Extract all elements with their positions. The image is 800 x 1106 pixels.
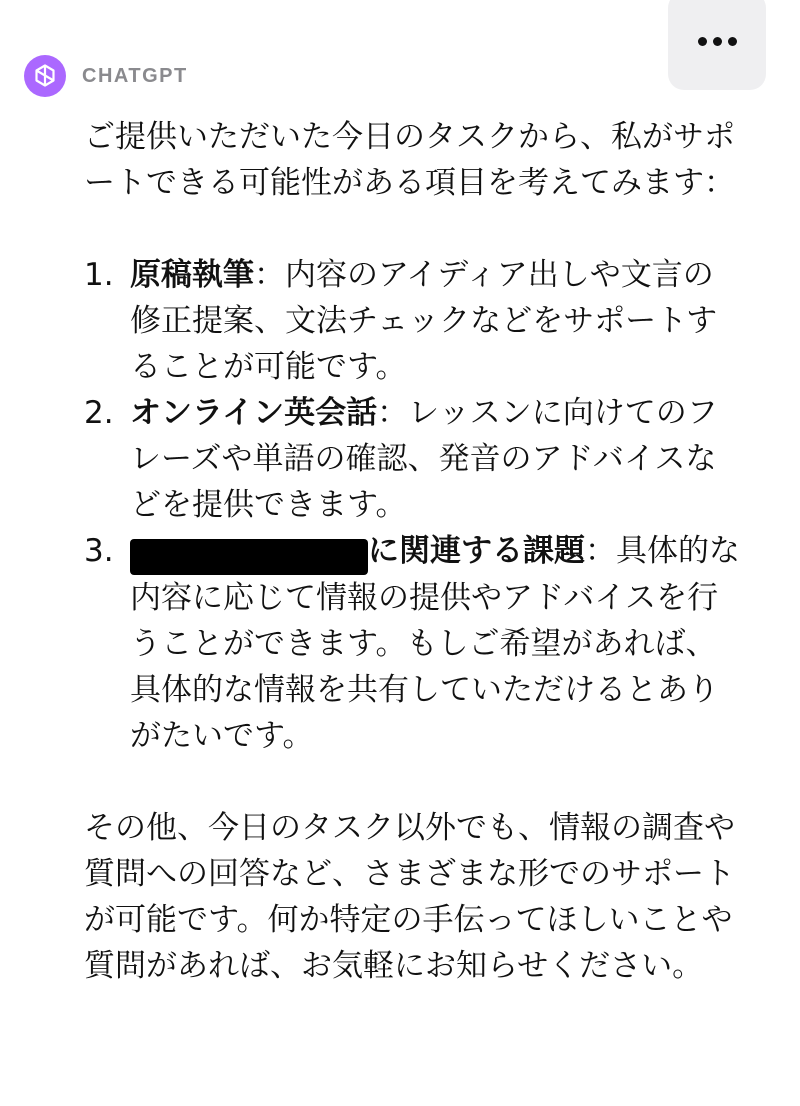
list-item-body: ：具体的な内容に応じて情報の提供やアドバイスを行うことができます。もしご希望があれば、具体的な情報を共有していただけるとありがたいです。: [130, 533, 740, 754]
more-options-button[interactable]: [668, 0, 766, 90]
message-closing: その他、今日のタスク以外でも、情報の調査や質問への回答など、さまざまな形でのサポートが可能です。何か特定の手伝ってほしいことや質問があれば、お気軽にお知らせください。: [84, 810, 735, 984]
message-intro: ご提供いただいた今日のタスクから、私がサポートできる可能性がある項目を考えてみます：: [84, 119, 735, 201]
assistant-message: [84, 114, 744, 989]
list-item: [84, 252, 744, 390]
avatar: [24, 55, 66, 97]
list-item-title: 原稿執筆: [130, 257, 254, 293]
list-item-number: 1.: [84, 257, 114, 293]
more-horizontal-icon: [698, 37, 737, 46]
list-item-body: ：レッスンに向けてのフレーズや単語の確認、発音のアドバイスなどを提供できます。: [130, 395, 718, 523]
list-item-number: 2.: [84, 395, 114, 431]
sender-name: CHATGPT: [82, 64, 188, 87]
task-list: [84, 252, 744, 759]
list-item-title: に関連する課題: [368, 533, 585, 569]
message-header: [24, 55, 188, 97]
openai-logo-icon: [31, 62, 59, 90]
list-item: [84, 390, 744, 528]
list-item-body: ：内容のアイディア出しや文言の修正提案、文法チェックなどをサポートすることが可能です。: [130, 257, 718, 385]
list-item-title: オンライン英会話: [130, 395, 378, 431]
list-item-number: 3.: [84, 533, 114, 569]
list-item: [84, 528, 744, 759]
redaction-block: [130, 539, 368, 575]
